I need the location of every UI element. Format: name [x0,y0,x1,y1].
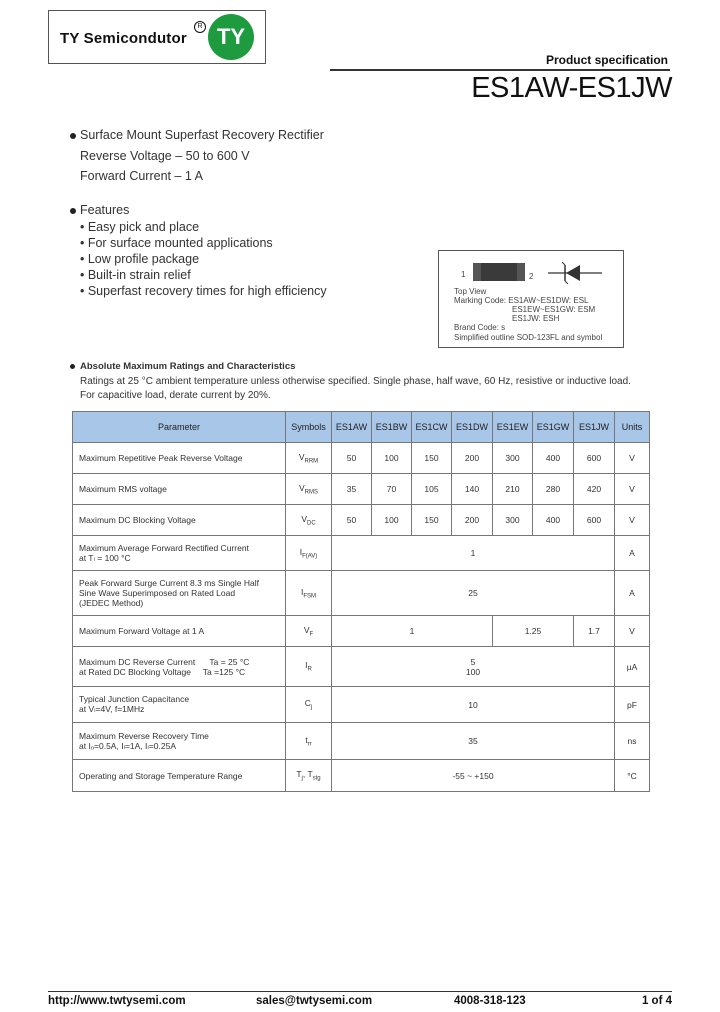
column-header: ES1DW [452,412,493,443]
marking-code-line-3: ES1JW: ESH [512,314,560,323]
value-cell: 10 [332,687,615,723]
value-cell: 600 [574,443,615,474]
table-row [73,505,650,536]
symbol-cell: $T_j$, $T_{stg}$ [286,760,332,792]
unit-cell: pF [615,687,650,723]
registered-mark: R [194,21,206,33]
value-cell: 1 [332,536,615,571]
unit-cell: °C [615,760,650,792]
reverse-voltage: Reverse Voltage – 50 to 600 V [80,149,250,163]
part-title: ES1AW-ES1JW [471,72,672,104]
table-row [73,687,650,723]
page-number: 1 of 4 [641,995,672,1007]
unit-cell: V [615,505,650,536]
param-cell: Peak Forward Surge Current 8.3 ms Single Half Sine Wave Superimposed on Rated Load (JEDEC Method) [73,571,286,616]
footer-email-link[interactable]: sales@twtysemi.com [256,995,373,1007]
value-cell: 1.25 [493,616,574,647]
param-cell: Maximum RMS voltage [73,474,286,505]
table-row [73,647,650,687]
value-cell: 300 [493,443,533,474]
param-cell: Maximum Repetitive Peak Reverse Voltage [73,443,286,474]
bullet-icon [70,364,75,369]
value-cell: 1.7 [574,616,615,647]
value-cell: 140 [452,474,493,505]
feature-item: • Built-in strain relief [80,268,191,282]
table-header-row [73,412,650,443]
column-header: Parameter [73,412,286,443]
unit-cell: V [615,474,650,505]
column-header: ES1EW [493,412,533,443]
feature-item: • Superfast recovery times for high efficiency [80,284,327,298]
table-row [73,760,650,792]
symbol-cell: $V_F$ [286,616,332,647]
value-cell: 70 [372,474,412,505]
logo-text: TY Semicondutor [60,30,187,47]
value-cell: -55 ~ +150 [332,760,615,792]
forward-current: Forward Current – 1 A [80,169,203,183]
value-cell: 400 [533,505,574,536]
brand-code: Brand Code: s [454,323,506,332]
unit-cell: V [615,443,650,474]
unit-cell: V [615,616,650,647]
table-row [73,443,650,474]
value-cell: 105 [412,474,452,505]
symbol-cell: $I_R$ [286,647,332,687]
symbol-cell: $V_{RRM}$ [286,443,332,474]
column-header: Symbols [286,412,332,443]
symbol-cell: $V_{DC}$ [286,505,332,536]
ty-logo-icon: TY [208,14,254,60]
value-cell: 420 [574,474,615,505]
marking-code-line-1: Marking Code: ES1AW~ES1DW: ESL [454,296,589,305]
intro-title: Surface Mount Superfast Recovery Rectifier [80,128,324,142]
param-cell: Maximum DC Reverse Current Ta = 25 °C at Rated DC Blocking Voltage Ta =125 °C [73,647,286,687]
value-cell: 200 [452,443,493,474]
param-cell: Maximum Average Forward Rectified Current at Tₗ = 100 °C [73,536,286,571]
value-cell: 50 [332,505,372,536]
table-row [73,723,650,760]
unit-cell: ns [615,723,650,760]
column-header: ES1GW [533,412,574,443]
footer-phone: 4008-318-123 [454,995,526,1007]
header-divider [330,69,670,71]
value-cell: 280 [533,474,574,505]
value-cell: 100 [372,505,412,536]
param-cell: Maximum Forward Voltage at 1 A [73,616,286,647]
features-heading: Features [80,203,130,217]
value-cell: 100 [372,443,412,474]
table-row [73,571,650,616]
symbol-cell: $C_j$ [286,687,332,723]
value-cell: 50 [332,443,372,474]
unit-cell: µA [615,647,650,687]
symbol-cell: $I_{FSM}$ [286,571,332,616]
table-row [73,616,650,647]
column-header: Units [615,412,650,443]
ratings-table [72,411,650,792]
column-header: ES1BW [372,412,412,443]
value-cell: 300 [493,505,533,536]
value-cell: 210 [493,474,533,505]
symbol-cell: $V_{RMS}$ [286,474,332,505]
feature-item: • Low profile package [80,252,200,266]
feature-item: • For surface mounted applications [80,236,273,250]
value-cell: 200 [452,505,493,536]
value-cell: 150 [412,505,452,536]
value-cell: 400 [533,443,574,474]
outline-caption: Simplified outline SOD-123FL and symbol [454,333,603,342]
ratings-note-2: For capacitive load, derate current by 20%. [80,390,271,401]
unit-cell: A [615,536,650,571]
column-header: ES1AW [332,412,372,443]
top-view-label: Top View [454,287,487,296]
diode-symbol-icon [548,262,602,284]
value-cell: 5 100 [332,647,615,687]
package-body-icon [472,258,528,284]
product-specification-label: Product specification [545,53,668,67]
param-cell: Maximum DC Blocking Voltage [73,505,286,536]
value-cell: 1 [332,616,493,647]
footer-divider [48,991,672,992]
ratings-note-1: Ratings at 25 °C ambient temperature unless otherwise specified. Single phase, half wave, 60 Hz, resistive or inductive load. [80,376,631,387]
pin-1-label: 1 [461,270,466,279]
pin-2-label: 2 [529,272,534,281]
value-cell: 150 [412,443,452,474]
table-row [73,536,650,571]
param-cell: Maximum Reverse Recovery Time at Iₒ=0.5A, Iₗ=1A, Iₗ=0.25A [73,723,286,760]
symbol-cell: $I_{F(AV)}$ [286,536,332,571]
column-header: ES1CW [412,412,452,443]
column-header: ES1JW [574,412,615,443]
marking-code-line-2: ES1EW~ES1GW: ESM [512,305,596,314]
footer-url-link[interactable]: http://www.twtysemi.com [48,995,186,1007]
value-cell: 35 [332,723,615,760]
value-cell: 35 [332,474,372,505]
value-cell: 25 [332,571,615,616]
value-cell: 600 [574,505,615,536]
table-row [73,474,650,505]
unit-cell: A [615,571,650,616]
bullet-icon [70,133,76,139]
param-cell: Operating and Storage Temperature Range [73,760,286,792]
param-cell: Typical Junction Capacitance at Vₗ=4V, f=1MHz [73,687,286,723]
feature-item: • Easy pick and place [80,220,200,234]
symbol-cell: $t_{rr}$ [286,723,332,760]
bullet-icon [70,208,76,214]
ratings-heading: Absolute Maximum Ratings and Characteristics [80,361,296,372]
